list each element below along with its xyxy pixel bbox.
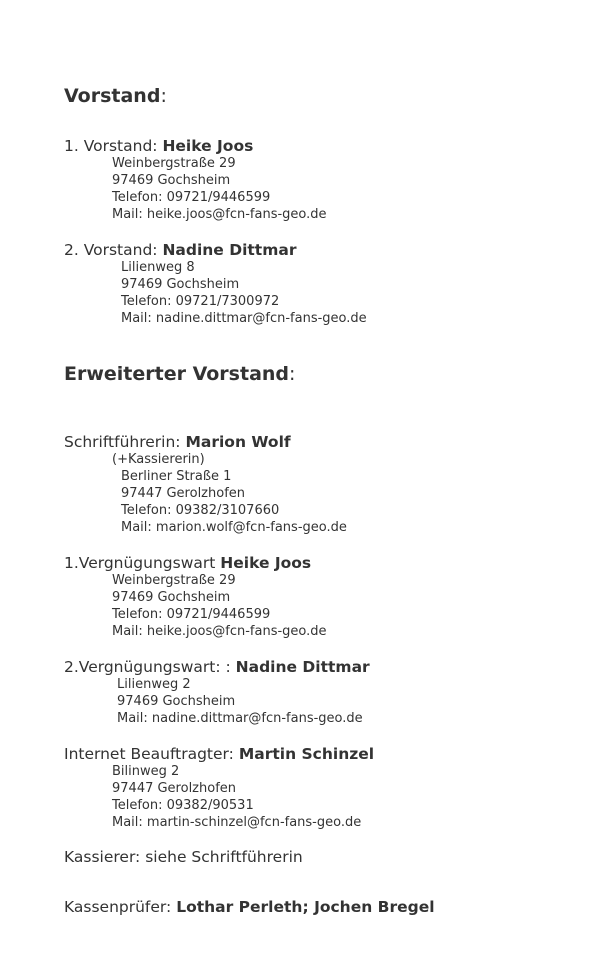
address-mail: Mail: nadine.dittmar@fcn-fans-geo.de [121, 311, 367, 326]
kassierer-text: Kassierer: siehe Schriftführerin [64, 848, 303, 866]
kassenpruefer-name-1: Lothar Perleth [176, 898, 303, 916]
address-mail: Mail: nadine.dittmar@fcn-fans-geo.de [117, 711, 363, 726]
address-street: Lilienweg 2 [117, 677, 191, 692]
member-1-vorstand [64, 136, 253, 156]
address-street: Berliner Straße 1 [121, 469, 232, 484]
heading-text: Vorstand [64, 85, 161, 107]
member-internet-beauftragter [64, 744, 374, 764]
member-2-vorstand-address [121, 259, 367, 327]
address-city: 97469 Gochsheim [112, 173, 231, 188]
member-vergnuegungswart-2-address [117, 676, 363, 727]
address-city: 97447 Gerolzhofen [121, 486, 246, 501]
kassenpruefer-line [64, 897, 435, 917]
kassierer-line [64, 847, 303, 867]
address-mail: Mail: heike.joos@fcn-fans-geo.de [112, 207, 327, 222]
address-mail: Mail: heike.joos@fcn-fans-geo.de [112, 624, 327, 639]
address-phone: Telefon: 09721/7300972 [121, 294, 280, 309]
member-role: 2. Vorstand: [64, 241, 163, 259]
address-city: 97469 Gochsheim [117, 694, 236, 709]
member-role: Schriftführerin: [64, 433, 186, 451]
member-internet-beauftragter-address [112, 763, 361, 831]
member-role: Internet Beauftragter: [64, 745, 239, 763]
address-phone: Telefon: 09721/9446599 [112, 190, 271, 205]
member-name: Heike Joos [220, 554, 312, 572]
kassenpruefer-label: Kassenprüfer: [64, 898, 177, 916]
member-2-vorstand [64, 240, 296, 260]
member-vergnuegungswart-1 [64, 553, 311, 573]
member-name: Heike Joos [162, 137, 254, 155]
heading-colon: : [289, 363, 296, 385]
section-heading-vorstand [64, 84, 167, 108]
address-phone: Telefon: 09382/3107660 [121, 503, 280, 518]
member-name: Nadine Dittmar [235, 658, 370, 676]
member-vergnuegungswart-2 [64, 657, 370, 677]
member-name: Nadine Dittmar [162, 241, 297, 259]
member-role: 2.Vergnügungswart: : [64, 658, 236, 676]
address-phone: Telefon: 09721/9446599 [112, 607, 271, 622]
address-city: 97469 Gochsheim [112, 590, 231, 605]
address-mail: Mail: marion.wolf@fcn-fans-geo.de [121, 520, 347, 535]
member-vergnuegungswart-1-address [112, 572, 327, 640]
member-note [112, 451, 205, 468]
heading-text: Erweiterter Vorstand [64, 363, 290, 385]
kassenpruefer-name-2: Jochen Bregel [314, 898, 435, 916]
section-heading-erweiterter-vorstand [64, 362, 295, 386]
member-schriftfuehrerin [64, 432, 291, 452]
address-street: Weinbergstraße 29 [112, 573, 236, 588]
member-role: 1.Vergnügungswart [64, 554, 221, 572]
kassenpruefer-separator: ; [302, 898, 315, 916]
heading-colon: : [160, 85, 167, 107]
member-schriftfuehrerin-address [121, 468, 347, 536]
member-role: 1. Vorstand: [64, 137, 163, 155]
address-street: Weinbergstraße 29 [112, 156, 236, 171]
address-city: 97469 Gochsheim [121, 277, 240, 292]
address-phone: Telefon: 09382/90531 [112, 798, 254, 813]
member-name: Martin Schinzel [238, 745, 375, 763]
address-street: Bilinweg 2 [112, 764, 180, 779]
address-street: Lilienweg 8 [121, 260, 195, 275]
member-note-text: (+Kassiererin) [112, 452, 205, 467]
member-1-vorstand-address [112, 155, 327, 223]
member-name: Marion Wolf [185, 433, 291, 451]
address-city: 97447 Gerolzhofen [112, 781, 237, 796]
address-mail: Mail: martin-schinzel@fcn-fans-geo.de [112, 815, 362, 830]
